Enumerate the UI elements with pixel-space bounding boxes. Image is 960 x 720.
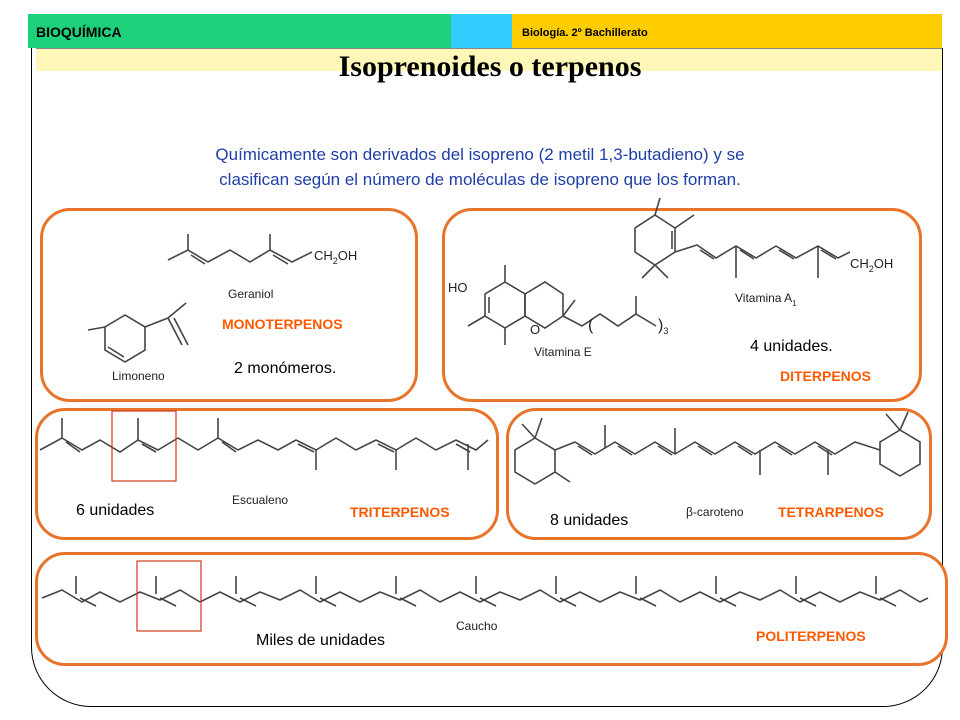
politerpenos-label: POLITERPENOS: [756, 628, 866, 644]
limoneno-name: Limoneno: [112, 369, 165, 383]
vitamina-a-name: Vitamina $A_1$: [735, 291, 797, 308]
monoterpenos-units: 2 monómeros.: [234, 360, 337, 377]
header-course: Biología. 2º Bachillerato: [522, 27, 648, 39]
intro-line-1: Químicamente son derivados del isopreno (2 metil 1,3-butadieno) y se: [215, 145, 745, 164]
vitamina-e-name: Vitamina E: [534, 345, 592, 359]
vitamina-a-group-label: $CH_2OH$: [850, 256, 894, 274]
triterpenos-label: TRITERPENOS: [350, 504, 450, 520]
vitamina-e-o-label: O: [530, 322, 541, 337]
beta-caroteno-name: β-caroteno: [686, 505, 744, 519]
beta-caroteno-structure: [515, 412, 920, 484]
geraniol-name: Geraniol: [228, 287, 274, 301]
intro-line-2: clasifican según el número de moléculas de isopreno que los forman.: [219, 170, 741, 189]
caucho-name: Caucho: [456, 619, 498, 633]
geraniol-group-label: $CH_2OH$: [314, 248, 358, 266]
page-title: Isoprenoides o terpenos: [338, 50, 642, 83]
politerpenos-units: Miles de unidades: [256, 632, 385, 649]
vitamina-a-structure: [635, 198, 850, 278]
tetrarpenos-units: 8 unidades: [550, 512, 629, 529]
escualeno-structure: [40, 418, 488, 470]
vitamina-e-structure: [468, 265, 656, 345]
triterpenos-units: 6 unidades: [76, 502, 155, 519]
geraniol-structure: [168, 234, 312, 264]
tetrarpenos-label: TETRARPENOS: [778, 504, 884, 520]
limoneno-structure: [88, 303, 188, 362]
diterpenos-label: DITERPENOS: [780, 368, 872, 384]
vitamina-e-ho-label: HO: [448, 280, 468, 295]
vitamina-e-repeat-open: (: [588, 317, 594, 334]
monoterpenos-label: MONOTERPENOS: [222, 316, 343, 332]
escualeno-name: Escualeno: [232, 493, 289, 507]
diterpenos-units: 4 unidades.: [750, 338, 833, 355]
caucho-structure: [42, 576, 928, 606]
header-subject: BIOQUÍMICA: [36, 24, 122, 40]
vitamina-e-repeat-close: )$_3$: [658, 317, 669, 336]
